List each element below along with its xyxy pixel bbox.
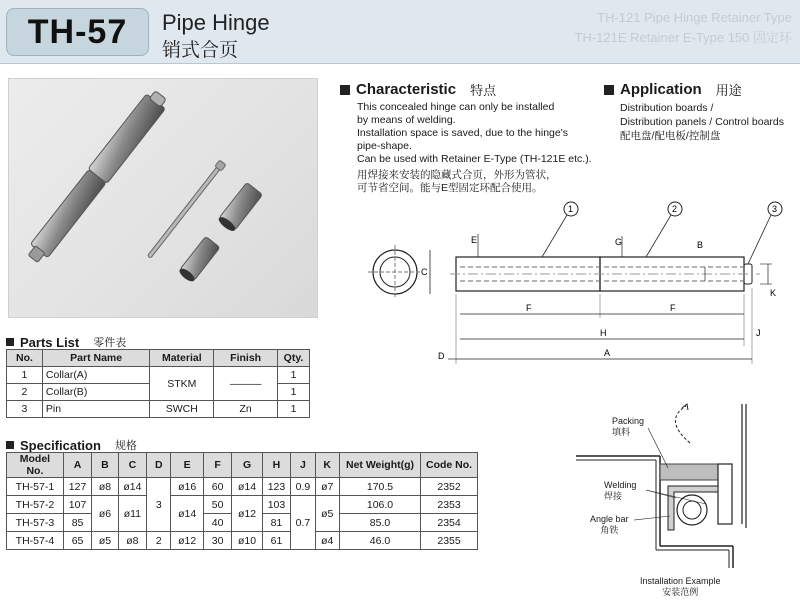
bullet-square-icon bbox=[340, 85, 350, 95]
callout-3: 3 bbox=[772, 204, 778, 214]
table-row: 2 Collar(B) 1 bbox=[7, 384, 310, 401]
dim-f-left: F bbox=[526, 303, 532, 313]
bullet-square-icon bbox=[604, 85, 614, 95]
callout-1: 1 bbox=[568, 204, 574, 214]
parts-list-table bbox=[6, 349, 310, 418]
bullet-square-icon bbox=[6, 338, 14, 346]
table-row: 3 Pin SWCH Zn 1 bbox=[7, 401, 310, 418]
dimension-drawing bbox=[360, 196, 796, 371]
dim-c: C bbox=[421, 267, 428, 277]
title-english: Pipe Hinge bbox=[162, 10, 270, 35]
dim-f-right: F bbox=[670, 303, 676, 313]
welding-label: Welding 焊接 bbox=[604, 480, 637, 501]
bullet-square-icon bbox=[6, 441, 14, 449]
dim-k: K bbox=[770, 288, 777, 298]
product-photo bbox=[8, 78, 318, 318]
application-heading: Application 用途 bbox=[604, 80, 742, 99]
table-row: 1 Collar(A) STKM ――― 1 bbox=[7, 367, 310, 384]
bleed-through-text: TH-121 Pipe Hinge Retainer Type TH-121E Retainer E-Type 150 固定环 bbox=[574, 10, 792, 45]
table-header-row: No. Part Name Material Finish Qty. bbox=[7, 350, 310, 367]
callout-2: 2 bbox=[672, 204, 678, 214]
dim-e: E bbox=[471, 235, 478, 245]
table-row: TH-57-1 127 ø8 ø14 3 ø16 60 ø14 123 0.9 ø7 170.5 2352 bbox=[7, 478, 478, 496]
table-row: TH-57-4 65 ø5 ø8 2 ø12 30 ø10 61 ø4 46.0 2355 bbox=[7, 532, 478, 550]
installation-diagram bbox=[568, 398, 790, 568]
specification-table bbox=[6, 452, 478, 550]
table-row: TH-57-3 85 40 81 85.0 2354 bbox=[7, 514, 478, 532]
technical-drawing bbox=[360, 196, 796, 376]
dim-g: G bbox=[615, 237, 623, 247]
angle-bar-label: Angle bar 角铁 bbox=[590, 514, 629, 535]
packing-label: Packing 填料 bbox=[612, 416, 645, 437]
characteristic-heading: Characteristic 特点 bbox=[340, 80, 496, 99]
model-badge bbox=[6, 8, 149, 56]
dim-j: J bbox=[756, 328, 761, 338]
application-text: Distribution boards / Distribution panels / Control boards 配电盘/配电板/控制盘 bbox=[620, 102, 785, 142]
pipe-hinge-illustration bbox=[9, 79, 319, 319]
model-number: TH-57 bbox=[27, 12, 128, 51]
header-band bbox=[0, 0, 800, 64]
table-row: TH-57-2 107 ø6 ø11 ø14 50 ø12 103 0.7 ø5 106.0 2353 bbox=[7, 496, 478, 514]
dim-d: D bbox=[438, 351, 445, 361]
characteristic-text: This concealed hinge can only be installed by means of welding. Installation space is saved, due to the hinge's pipe-shape. Can be used with Retainer E-Type (TH-121E etc.). 用焊接来安装的隐藏式合页，外形为管状， 可节省空间。能与E型固定环配合使用。 bbox=[357, 101, 592, 194]
dim-b: B bbox=[697, 240, 704, 250]
dim-h: H bbox=[600, 328, 607, 338]
dim-a: A bbox=[604, 348, 611, 358]
specification-heading: Specification 规格 bbox=[6, 437, 137, 453]
installation-example bbox=[568, 398, 790, 597]
installation-caption: Installation Example 安装范例 bbox=[640, 576, 721, 597]
table-header-row: Model No. A B C D E F G H J K Net Weight(g) Code No. bbox=[7, 453, 478, 478]
title-chinese: 销式合页 bbox=[162, 40, 239, 61]
parts-list-heading: Parts List 零件表 bbox=[6, 334, 126, 350]
